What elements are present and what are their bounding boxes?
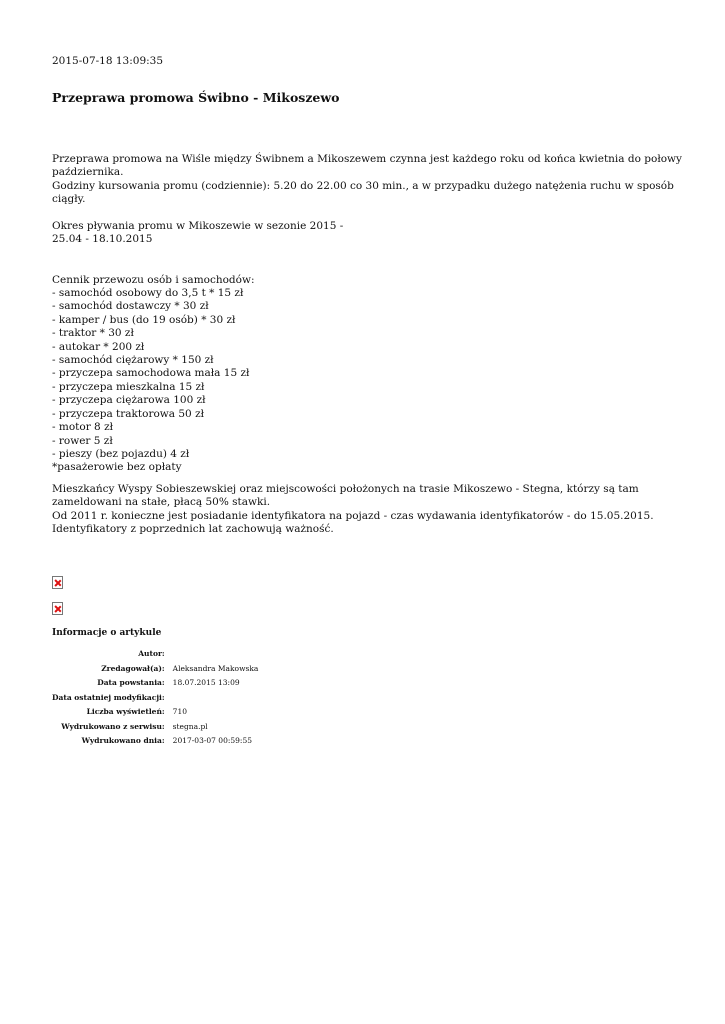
article-body bbox=[52, 153, 692, 536]
price-item: - traktor * 30 zł bbox=[52, 327, 134, 340]
info-label: Wydrukowano dnia: bbox=[81, 736, 165, 745]
price-item: - samochód ciężarowy * 150 zł bbox=[52, 354, 214, 367]
info-row-created bbox=[52, 676, 258, 691]
info-label: Liczba wyświetleń: bbox=[86, 707, 165, 716]
info-row-modified bbox=[52, 691, 258, 706]
season-line: Okres pływania promu w Mikoszewie w sezonie 2015 - bbox=[52, 220, 344, 233]
price-item: - przyczepa mieszkalna 15 zł bbox=[52, 380, 205, 393]
info-row-author bbox=[52, 647, 258, 662]
broken-image-icon bbox=[52, 602, 63, 615]
broken-image-icon bbox=[52, 576, 63, 589]
info-label: Zredagował(a): bbox=[101, 663, 165, 673]
price-footnote: *pasażerowie bez opłaty bbox=[52, 461, 182, 474]
article-title: Przeprawa promowa Świbno - Mikoszewo bbox=[52, 90, 340, 105]
article-info-heading: Informacje o artykule bbox=[52, 628, 162, 638]
price-item: - przyczepa ciężarowa 100 zł bbox=[52, 394, 206, 407]
info-label: Wydrukowano z serwisu: bbox=[61, 721, 165, 731]
info-label: Data ostatniej modyfikacji: bbox=[52, 692, 165, 702]
info-value: 18.07.2015 13:09 bbox=[172, 678, 240, 687]
info-value bbox=[173, 691, 259, 706]
price-item: - kamper / bus (do 19 osób) * 30 zł bbox=[52, 313, 236, 326]
info-row-printed-on bbox=[52, 734, 258, 749]
note-paragraph: Od 2011 r. konieczne jest posiadanie identyfikatora na pojazd - czas wydawania identyfikatorów - do 15.05.2015. Identyfikatory z poprzednich lat zachowują ważność. bbox=[52, 509, 654, 535]
article-info-table bbox=[52, 647, 258, 749]
info-label: Autor: bbox=[138, 649, 165, 658]
info-value: Aleksandra Makowska bbox=[172, 663, 259, 673]
price-item: - samochód dostawczy * 30 zł bbox=[52, 300, 209, 313]
info-value: 710 bbox=[172, 707, 187, 716]
price-item: - rower 5 zł bbox=[52, 434, 113, 447]
info-value bbox=[173, 647, 259, 662]
info-value: 2017-03-07 00:59:55 bbox=[172, 736, 252, 745]
print-timestamp: 2015-07-18 13:09:35 bbox=[52, 55, 164, 67]
info-row-editor bbox=[52, 662, 258, 677]
season-line: 25.04 - 18.10.2015 bbox=[52, 233, 153, 246]
price-item: - motor 8 zł bbox=[52, 421, 114, 434]
info-row-views bbox=[52, 705, 258, 720]
price-item: - samochód osobowy do 3,5 t * 15 zł bbox=[52, 287, 244, 300]
price-item: - przyczepa traktorowa 50 zł bbox=[52, 407, 204, 420]
price-item: - autokar * 200 zł bbox=[52, 340, 145, 353]
price-item: - przyczepa samochodowa mała 15 zł bbox=[52, 367, 250, 380]
note-paragraph: Mieszkańcy Wyspy Sobieszewskiej oraz miejscowości położonych na trasie Mikoszewo - Stegna, którzy są tam zameldowani na stałe, płacą 50% stawki. bbox=[52, 482, 639, 509]
intro-line: Przeprawa promowa na Wiśle między Świbnem a Mikoszewem czynna jest każdego roku od końca kwietnia do połowy października. bbox=[52, 153, 682, 179]
price-item: - pieszy (bez pojazdu) 4 zł bbox=[52, 447, 190, 460]
price-list-header: Cennik przewozu osób i samochodów: bbox=[52, 273, 255, 286]
intro-line: Godziny kursowania promu (codziennie): 5.20 do 22.00 co 30 min., a w przypadku dużego natężenia ruchu w sposób ciągły. bbox=[52, 179, 674, 206]
info-value: stegna.pl bbox=[172, 721, 208, 731]
info-label: Data powstania: bbox=[97, 678, 165, 687]
info-row-printed-from bbox=[52, 720, 258, 735]
